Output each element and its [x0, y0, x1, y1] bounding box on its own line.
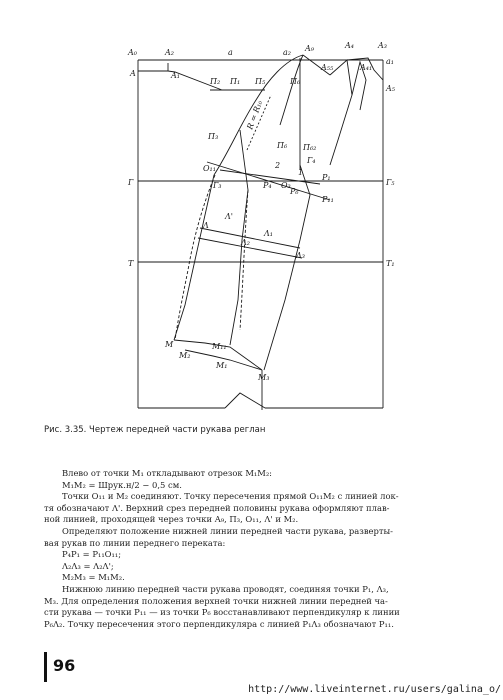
label-m: M [165, 340, 174, 349]
text-line: Λ₂Λ₃ = Λ₂Λ'; [62, 560, 114, 571]
text-line: ной линией, проходящей через точки A₉, П₃, O₁₁, Λ' и M₂. [44, 514, 299, 525]
label-lambda2: Λ₂ [241, 238, 250, 247]
figure-caption: Рис. 3.35. Чертеж передней части рукава реглан [44, 425, 266, 435]
label-g: Г [128, 178, 134, 187]
label-t: Т [128, 259, 134, 268]
label-m11: M₁₁ [212, 342, 227, 351]
text-line: тя обозначают Λ'. Верхний срез передней половины рукава оформляют плав- [44, 502, 390, 513]
label-g3: Г₃ [213, 181, 222, 190]
text-line: Определяют положение нижней линии передней части рукава, разверты- [62, 525, 393, 536]
label-t1: Т₁ [386, 259, 395, 268]
label-lambda-prime: Λ' [225, 212, 233, 221]
text-line: Нижнюю линию передней части рукава проводят, соединяя точки P₁, Λ₃, [62, 583, 389, 594]
text-line: M₁M₂ = Шрук.н/2 − 0,5 см. [62, 479, 182, 490]
label-o11: O₁₁ [203, 164, 216, 173]
label-p5: П₅ [255, 77, 266, 86]
label-p1: Р₁ [322, 173, 331, 182]
label-a55: A₅₅ [321, 63, 334, 72]
text-line: вая рукав по линии переднего переката: [44, 537, 226, 548]
label-a: A [130, 69, 136, 78]
label-a3: A₃ [378, 41, 387, 50]
label-lambda: Λ [203, 221, 209, 230]
label-g4: Г₄ [307, 156, 316, 165]
label-p6b: П₆ [277, 141, 288, 150]
label-p62: П₆₂ [303, 143, 317, 152]
label-p3: П₃ [208, 132, 219, 141]
label-p11: Р₁₁ [322, 195, 334, 204]
label-m2: M₂ [179, 351, 191, 360]
label-p6: П₆ [290, 77, 301, 86]
label-pi1: П₁ [230, 77, 241, 86]
text-line: P₆Λ₂. Точку пересечения этого перпендикуляра с линией P₁Λ₃ обозначают P₁₁. [44, 618, 394, 629]
label-n1: 1 [298, 168, 304, 177]
text-line: Влево от точки M₁ откладывают отрезок M₁M₂: [62, 468, 273, 478]
page-marker-bar [44, 652, 47, 682]
label-radius: R = R₁₀ [245, 99, 265, 131]
label-a4: A₄ [345, 41, 354, 50]
text-line: Точки O₁₁ и M₂ соединяют. Точку пересечения прямой O₁₁M₂ с линией лок- [62, 491, 399, 502]
label-p4: Р₄ [263, 181, 272, 190]
source-url[interactable]: http://www.liveinternet.ru/users/galina_o/ [248, 684, 501, 695]
label-a0: A₀ [128, 48, 137, 57]
label-n2: 2 [275, 161, 281, 170]
label-o3: O₃ [281, 181, 291, 190]
label-a1: A₁ [171, 71, 180, 80]
text-line: M₃. Для определения положения верхней точки нижней линии передней ча- [44, 595, 388, 606]
label-a1-small: a₁ [386, 57, 394, 66]
label-lambda1: Λ₁ [264, 229, 273, 238]
text-line: M₂M₃ = M₁M₂. [62, 572, 125, 583]
text-line: сти рукава — точки P₁₁ — из точки P₆ восстанавливают перпендикуляр к линии [44, 607, 400, 618]
body-text [44, 468, 484, 630]
page-number: 96 [53, 656, 76, 675]
label-g5: Г₅ [386, 178, 395, 187]
label-a41: A₄₁ [360, 63, 373, 72]
label-m1: M₁ [216, 361, 228, 370]
label-p2: П₂ [210, 77, 221, 86]
label-a2-small: a₂ [283, 48, 291, 57]
label-lambda3: Λ₃ [296, 251, 305, 260]
text-line: P₄P₁ = P₁₁O₁₁; [62, 549, 122, 560]
label-pa: Р₆ [290, 187, 299, 196]
label-a9: A₉ [305, 44, 314, 53]
label-m3: M₃ [258, 373, 270, 382]
label-a2: A₂ [165, 48, 174, 57]
label-a5: A₅ [386, 84, 395, 93]
label-a: a [228, 48, 233, 57]
